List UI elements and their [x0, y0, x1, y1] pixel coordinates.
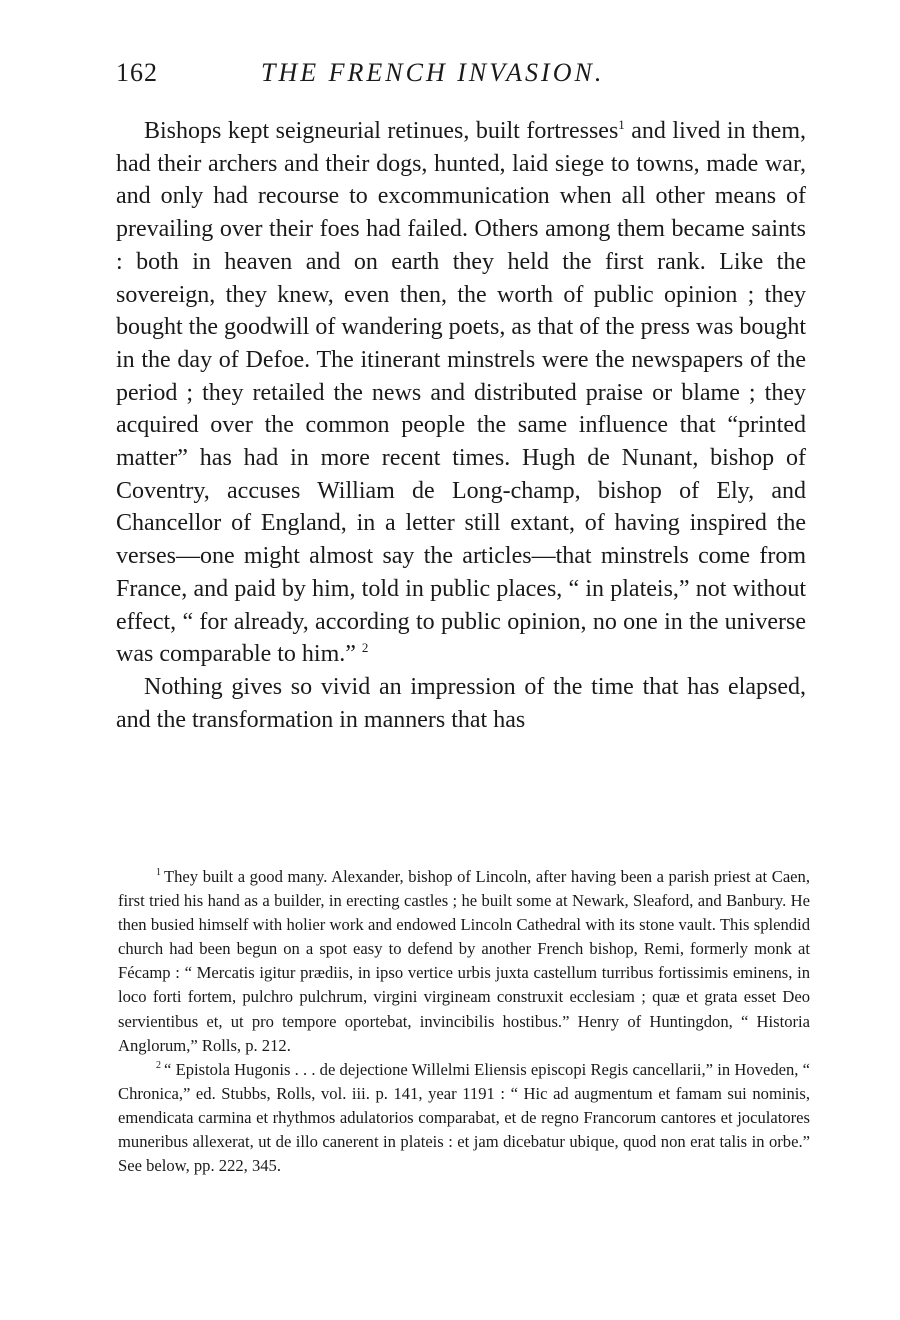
paragraph: Nothing gives so vivid an impression of the time that has elapsed, and the transformation in manners that has	[116, 673, 806, 733]
footnote-text: They built a good many. Alexander, bishop of Lincoln, after having been a parish priest at Caen, first tried his hand as a builder, in erecting castles ; he built some at Newark, Sleaford, and Banbury. He then busied himself with holier work and endowed Lincoln Cathedral with its stone vault. This splendid church had been begun on a spot easy to defend by another French bishop, Remi, formerly monk at Fécamp : “ Mercatis igitur prædiis, in ipso vertice urbis juxta castellum turribus fortissimis eminens, in loco forti fortem, pulchro pulchrum, virgini virgineam construxit ecclesiam ; quæ et grata esset Deo servientibus et, ut pro tempore oportebat, invincibilis hostibus.” Henry of Huntingdon, “ Historia Anglorum,” Rolls, p. 212.	[118, 867, 810, 1055]
main-text	[116, 115, 806, 736]
running-head: THE FRENCH INVASION.	[261, 58, 605, 87]
footnotes	[118, 865, 810, 1178]
footnote-reference: 1	[618, 117, 625, 132]
page-header	[116, 58, 806, 98]
page-number: 162	[116, 58, 158, 87]
paragraph-text: Bishops kept seigneurial retinues, built fortresses	[144, 118, 619, 144]
paragraph-text: and lived in them, had their archers and their dogs, hunted, laid siege to towns, made war, and only had recourse to excommunication when all other means of prevailing over their foes had failed. Others among them became saints : both in heaven and on earth they held the first rank. Like the sovereign, they knew, even then, the worth of public opinion ; they bought the goodwill of wandering poets, as that of the press was bought in the day of Defoe. The itinerant minstrels were the newspapers of the period ; they retailed the news and distributed praise or blame ; they acquired over the common people the same influence that “printed matter” has had in more recent times. Hugh de Nunant, bishop of Coventry, accuses William de Long-champ, bishop of Ely, and Chancellor of England, in a letter still extant, of having inspired the verses—one might almost say the articles—that minstrels come from France, and paid by him, told in public places, “ in plateis,” not without effect, “ for already, according to public opinion, no one in the universe was comparable to him.”	[116, 118, 806, 668]
footnote-mark: 2	[156, 1060, 161, 1072]
footnote	[118, 865, 810, 1058]
footnote-reference: 2	[361, 640, 369, 656]
footnote-mark: 1	[156, 867, 161, 879]
footnote-text: “ Epistola Hugonis . . . de dejectione Willelmi Eliensis episcopi Regis cancellarii,” in Hoveden, “ Chronica,” ed. Stubbs, Rolls, vol. iii. p. 141, year 1191 : “ Hic ad augmentum et famam sui nominis, emendicata carmina et rhythmos adulatorios comparabat, et de regno Francorum cantores et joculatores muneribus allexerat, ut de illo canerent in plateis : et jam dicebatur ubique, quod non erat talis in orbe.” See below, pp. 222, 345.	[118, 1059, 810, 1176]
paragraph	[116, 115, 806, 671]
footnote	[118, 1058, 810, 1178]
